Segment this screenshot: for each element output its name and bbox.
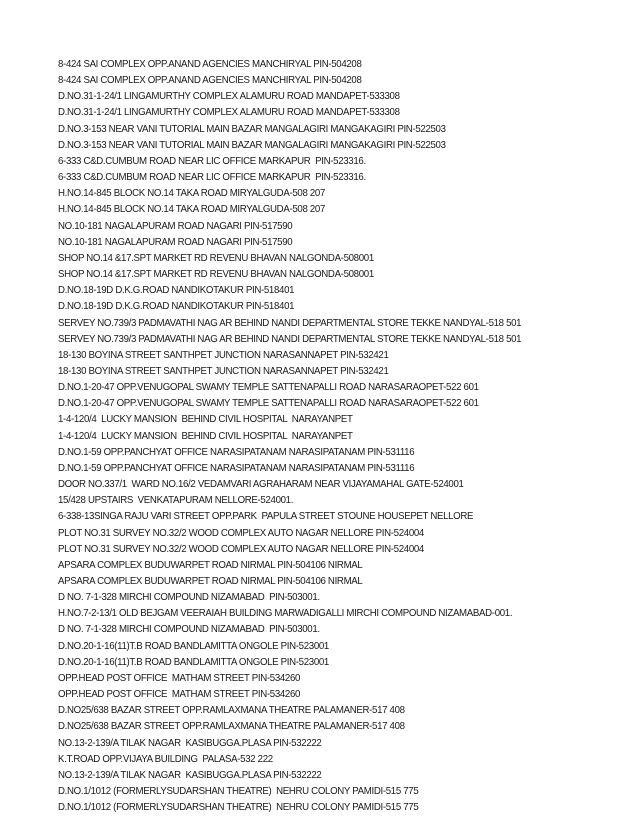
address-line: SHOP NO.14 &17.SPT MARKET RD REVENU BHAVAN NALGONDA-508001 (58, 269, 374, 281)
address-line: PLOT NO.31 SURVEY NO.32/2 WOOD COMPLEX AUTO NAGAR NELLORE PIN-524004 (58, 543, 424, 555)
address-line: D.NO.20-1-16(11)T.B ROAD BANDLAMITTA ONGOLE PIN-523001 (58, 640, 329, 652)
address-line: 6-333 C&D.CUMBUM ROAD NEAR LIC OFFICE MARKAPUR PIN-523316. (58, 155, 366, 167)
address-line: SERVEY NO.739/3 PADMAVATHI NAG AR BEHIND NANDI DEPARTMENTAL STORE TEKKE NANDYAL-518 501 (58, 333, 522, 345)
address-line: NO.13-2-139/A TILAK NAGAR KASIBUGGA.PLASA PIN-532222 (58, 737, 322, 749)
address-line: 1-4-120/4 LUCKY MANSION BEHIND CIVIL HOSPITAL NARAYANPET (58, 430, 353, 442)
address-line: D.NO.3-153 NEAR VANI TUTORIAL MAIN BAZAR MANGALAGIRI MANGAKAGIRI PIN-522503 (58, 139, 446, 151)
address-line: D.NO.1-59 OPP.PANCHYAT OFFICE NARASIPATANAM NARASIPATANAM PIN-531116 (58, 462, 415, 474)
address-line: 15/428 UPSTAIRS VENKATAPURAM NELLORE-524001. (58, 495, 294, 507)
address-line: K.T.ROAD OPP.VIJAYA BUILDING PALASA-532 222 (58, 753, 273, 765)
address-line: D NO. 7-1-328 MIRCHI COMPOUND NIZAMABAD PIN-503001. (58, 624, 320, 636)
address-line: SERVEY NO.739/3 PADMAVATHI NAG AR BEHIND NANDI DEPARTMENTAL STORE TEKKE NANDYAL-518 501 (58, 317, 522, 329)
address-line: D.NO.20-1-16(11)T.B ROAD BANDLAMITTA ONGOLE PIN-523001 (58, 656, 329, 668)
address-line: D.NO.1-20-47 OPP.VENUGOPAL SWAMY TEMPLE SATTENAPALLI ROAD NARASARAOPET-522 601 (58, 382, 479, 394)
address-line: D.NO.1/1012 (FORMERLYSUDARSHAN THEATRE) NEHRU COLONY PAMIDI-515 775 (58, 802, 419, 814)
address-line: 18-130 BOYINA STREET SANTHPET JUNCTION NARASANNAPET PIN-532421 (58, 365, 389, 377)
address-line: D.NO.1/1012 (FORMERLYSUDARSHAN THEATRE) NEHRU COLONY PAMIDI-515 775 (58, 786, 419, 798)
address-line: H.NO.14-845 BLOCK NO.14 TAKA ROAD MIRYALGUDA-508 207 (58, 204, 326, 216)
address-line: D.NO.31-1-24/1 LINGAMURTHY COMPLEX ALAMURU ROAD MANDAPET-533308 (58, 107, 400, 119)
address-line: D NO. 7-1-328 MIRCHI COMPOUND NIZAMABAD PIN-503001. (58, 592, 320, 604)
address-line: D.NO.31-1-24/1 LINGAMURTHY COMPLEX ALAMURU ROAD MANDAPET-533308 (58, 91, 400, 103)
address-line: D.NO.3-153 NEAR VANI TUTORIAL MAIN BAZAR MANGALAGIRI MANGAKAGIRI PIN-522503 (58, 123, 446, 135)
address-line: 8-424 SAI COMPLEX OPP.ANAND AGENCIES MANCHIRYAL PIN-504208 (58, 75, 362, 87)
address-line: OPP.HEAD POST OFFICE MATHAM STREET PIN-534260 (58, 672, 301, 684)
address-line: APSARA COMPLEX BUDUWARPET ROAD NIRMAL PIN-504106 NIRMAL (58, 576, 363, 587)
address-line: D.NO.1-20-47 OPP.VENUGOPAL SWAMY TEMPLE SATTENAPALLI ROAD NARASARAOPET-522 601 (58, 398, 479, 410)
address-line: 8-424 SAI COMPLEX OPP.ANAND AGENCIES MANCHIRYAL PIN-504208 (58, 59, 362, 70)
address-line: 18-130 BOYINA STREET SANTHPET JUNCTION NARASANNAPET PIN-532421 (58, 349, 389, 361)
address-line: NO.13-2-139/A TILAK NAGAR KASIBUGGA.PLASA PIN-532222 (58, 769, 322, 781)
address-line: SHOP NO.14 &17.SPT MARKET RD REVENU BHAVAN NALGONDA-508001 (58, 252, 374, 264)
address-line: DOOR NO.337/1 WARD NO.16/2 VEDAMVARI AGRAHARAM NEAR VIJAYAMAHAL GATE-524001 (58, 479, 464, 491)
address-line: OPP.HEAD POST OFFICE MATHAM STREET PIN-534260 (58, 689, 301, 701)
address-line: NO.10-181 NAGALAPURAM ROAD NAGARI PIN-517590 (58, 220, 293, 232)
address-line: PLOT NO.31 SURVEY NO.32/2 WOOD COMPLEX AUTO NAGAR NELLORE PIN-524004 (58, 527, 424, 539)
address-line: D.NO.18-19D D.K.G.ROAD NANDIKOTAKUR PIN-518401 (58, 301, 295, 313)
address-line: 6-338-13SINGA RAJU VARI STREET OPP.PARK PAPULA STREET STOUNE HOUSEPET NELLORE (58, 511, 474, 523)
address-line: H.NO.14-845 BLOCK NO.14 TAKA ROAD MIRYALGUDA-508 207 (58, 188, 326, 200)
address-line: D.NO.18-19D D.K.G.ROAD NANDIKOTAKUR PIN-518401 (58, 285, 295, 297)
address-line: D.NO25/638 BAZAR STREET OPP.RAMLAXMANA THEATRE PALAMANER-517 408 (58, 705, 405, 717)
address-list (58, 57, 633, 816)
address-line: D.NO25/638 BAZAR STREET OPP.RAMLAXMANA THEATRE PALAMANER-517 408 (58, 721, 405, 733)
address-line: 1-4-120/4 LUCKY MANSION BEHIND CIVIL HOSPITAL NARAYANPET (58, 414, 353, 426)
address-line: APSARA COMPLEX BUDUWARPET ROAD NIRMAL PIN-504106 NIRMAL (58, 559, 363, 571)
address-line: 6-333 C&D.CUMBUM ROAD NEAR LIC OFFICE MARKAPUR PIN-523316. (58, 172, 366, 184)
address-line: NO.10-181 NAGALAPURAM ROAD NAGARI PIN-517590 (58, 236, 293, 248)
address-line: D.NO.1-59 OPP.PANCHYAT OFFICE NARASIPATANAM NARASIPATANAM PIN-531116 (58, 446, 415, 458)
address-line: H.NO.7-2-13/1 OLD BEJGAM VEERAIAH BUILDING MARWADIGALLI MIRCHI COMPOUND NIZAMABAD-001. (58, 608, 513, 620)
